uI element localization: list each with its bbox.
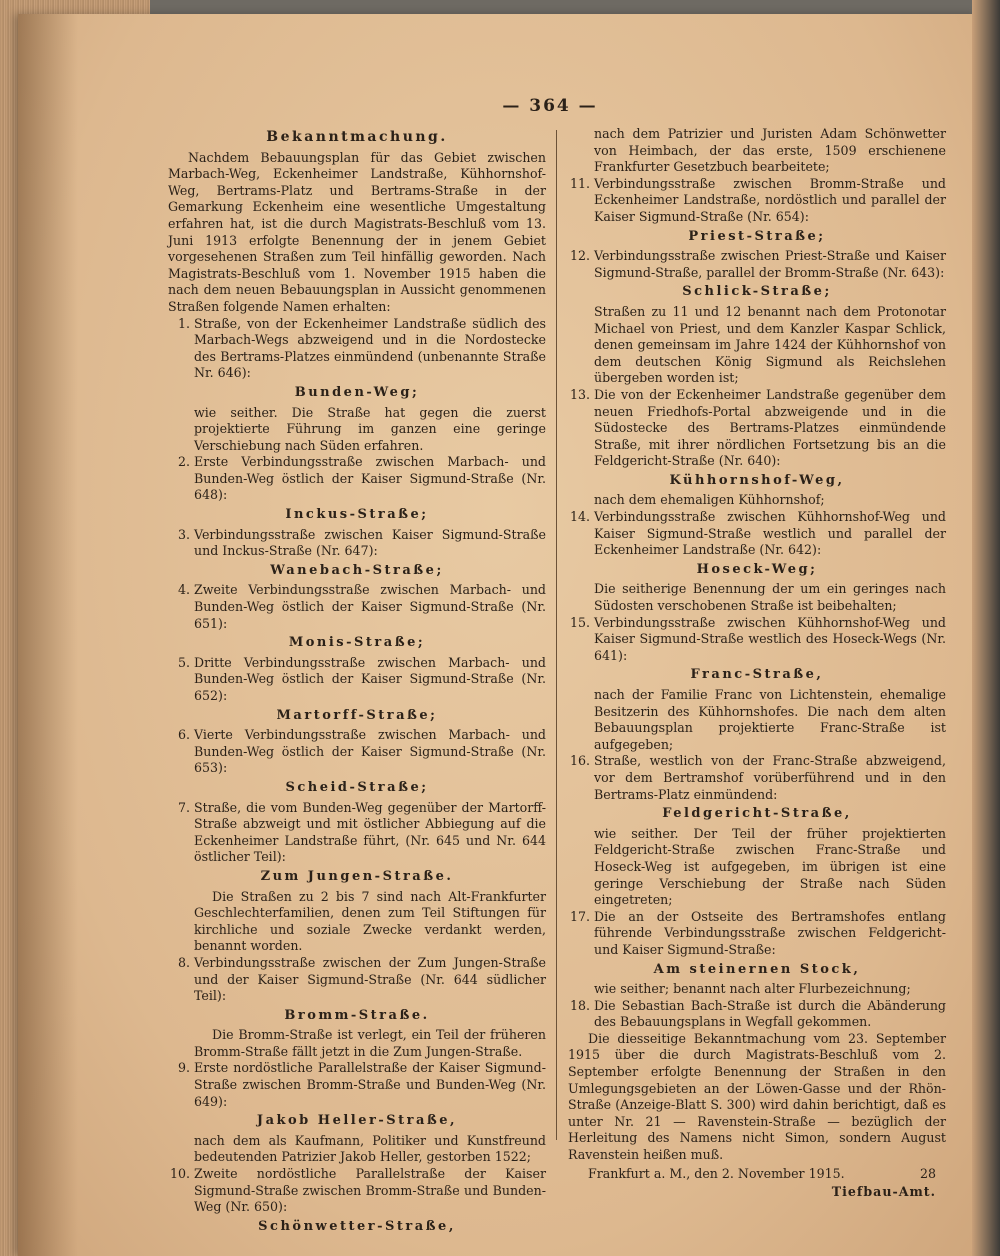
item-number: 6. bbox=[177, 727, 190, 743]
signature-line bbox=[568, 1166, 946, 1183]
item-text: Verbindungsstraße zwischen Kühhornshof-Weg und Kaiser Sigmund-Straße westlich und parallel der Eckenheimer Landstraße (Nr. 642): bbox=[594, 509, 946, 558]
item-number: 3. bbox=[177, 526, 190, 542]
item-number: 4. bbox=[177, 582, 190, 598]
item-number: 17. bbox=[570, 908, 591, 924]
street-name: Kühhornshof-Weg, bbox=[669, 472, 845, 488]
item-number: 15. bbox=[570, 614, 591, 630]
item-text: Straße, die vom Bunden-Weg gegenüber der Martorff-Straße abzweigt und mit östlicher Abbiegung auf die Eckenheimer Landstraße führt, (Nr. 645 und Nr. 644 östlicher Teil): bbox=[194, 799, 546, 865]
item-note: wie seither. Die Straße hat gegen die zuerst projektierte Führung im ganzen eine geringe Verschiebung nach Süden erfahren. bbox=[194, 404, 546, 453]
list-item bbox=[568, 176, 946, 226]
item-note: Straßen zu 11 und 12 benannt nach dem Protonotar Michael von Priest, und dem Kanzler Kaspar Schlick, denen gemeinsam im Jahre 1424 der Kühhornshof von dem deutschen König Sigmund als Reichslehen übergeben worden ist; bbox=[594, 303, 946, 386]
street-name: Wanebach-Straße; bbox=[270, 562, 444, 578]
item-number: 16. bbox=[570, 753, 591, 769]
gutter-shadow bbox=[18, 14, 78, 1256]
item-note: nach dem als Kaufmann, Politiker und Kunstfreund bedeutenden Patrizier Jakob Heller, gestorben 1522; bbox=[194, 1132, 546, 1165]
list-item bbox=[168, 955, 546, 1005]
list-item bbox=[568, 998, 946, 1031]
item-text: Erste nordöstliche Parallelstraße der Kaiser Sigmund-Straße zwischen Bromm-Straße und Bunden-Weg (Nr. 649): bbox=[194, 1060, 546, 1109]
item-note: nach der Familie Franc von Lichtenstein, ehemalige Besitzerin des Kühhornshofes. Die nach dem alten Bebauungsplan projektierte Franc-Straße ist aufgegeben; bbox=[594, 687, 946, 752]
item-text: Erste Verbindungsstraße zwischen Marbach- und Bunden-Weg östlich der Kaiser Sigmund-Straße (Nr. 648): bbox=[194, 454, 546, 503]
item-note: Die Bromm-Straße ist verlegt, ein Teil der früheren Bromm-Straße fällt jetzt in die Zum Jungen-Straße. bbox=[194, 1027, 546, 1059]
street-name: Scheid-Straße; bbox=[285, 779, 429, 795]
street-name: Schlick-Straße; bbox=[682, 284, 832, 300]
list-item bbox=[568, 909, 946, 959]
list-item bbox=[168, 527, 546, 560]
list-item bbox=[568, 509, 946, 559]
street-name: Feldgericht-Straße, bbox=[662, 806, 852, 822]
item-number: 12. bbox=[570, 248, 591, 264]
item-text: Dritte Verbindungsstraße zwischen Marbach- und Bunden-Weg östlich der Kaiser Sigmund-Straße (Nr. 652): bbox=[194, 654, 546, 703]
intro-paragraph: Nachdem Bebauungsplan für das Gebiet zwischen Marbach-Weg, Eckenheimer Landstraße, Kühhornshof-Weg, Bertrams-Platz und Bertrams-Straße in der Gemarkung Eckenheim eine wesentliche Umgestaltung erfahren hat, ist die durch Magistrats-Beschluß vom 13. Juni 1913 erfolgte Benennung der in jenem Gebiet vorgesehenen Straßen zum Teil hinfällig geworden. Nach Magistrats-Beschluß vom 1. November 1915 haben die nach dem neuen Bebauungsplan in Aussicht genommenen Straßen folgende Namen erhalten: bbox=[168, 149, 546, 314]
item-number: 1. bbox=[177, 315, 190, 331]
page-number: — 364 — bbox=[502, 96, 598, 116]
item-number: 18. bbox=[570, 997, 591, 1013]
item-note: Die seitherige Benennung der um ein geringes nach Südosten verschobenen Straße ist beibehalten; bbox=[594, 581, 946, 614]
list-item bbox=[568, 615, 946, 665]
list-item bbox=[568, 387, 946, 470]
item-text: Straße, westlich von der Franc-Straße abzweigend, vor dem Bertramshof vorüberführend und in den Bertrams-Platz einmündend: bbox=[594, 753, 946, 802]
list-item bbox=[168, 727, 546, 777]
item-number: 5. bbox=[177, 654, 190, 670]
street-name: Monis-Straße; bbox=[288, 635, 426, 651]
item-note: wie seither; benannt nach alter Flurbezeichnung; bbox=[594, 981, 911, 997]
closing-paragraph: Die diesseitige Bekanntmachung vom 23. September 1915 über die durch Magistrats-Beschluß vom 2. September erfolgte Benennung der Straßen in den Umlegungsgebieten an der Löwen-Gasse und der Rhön-Straße (Anzeige-Blatt S. 300) wird dahin berichtigt, daß es unter Nr. 21 — Ravenstein-Straße — bezüglich der Herleitung des Namens nicht Simon, sondern August Ravenstein heißen muß. bbox=[568, 1030, 946, 1163]
left-column bbox=[168, 126, 546, 1238]
item-note: Die Straßen zu 2 bis 7 sind nach Alt-Frankfurter Geschlechterfamilien, denen zum Teil Stiftungen für kirchliche und soziale Zwecke verdankt werden, benannt worden. bbox=[194, 888, 546, 954]
street-name: Bromm-Straße. bbox=[284, 1007, 430, 1023]
item-number: 14. bbox=[570, 509, 591, 525]
item-note: nach dem Patrizier und Juristen Adam Schönwetter von Heimbach, der das erste, 1509 erschienene Frankfurter Gesetzbuch bearbeitete; bbox=[594, 126, 946, 175]
page-code: 28 bbox=[919, 1165, 936, 1181]
item-text: Die von der Eckenheimer Landstraße gegenüber dem neuen Friedhofs-Portal abzweigende und in die Südostecke des Bertrams-Platzes einmündende Straße, mit ihrer nördlichen Fortsetzung bis an die Feldgericht-Straße (Nr. 640): bbox=[594, 386, 946, 469]
street-name: Inckus-Straße; bbox=[285, 507, 429, 523]
item-text: Vierte Verbindungsstraße zwischen Marbach- und Bunden-Weg östlich der Kaiser Sigmund-Straße (Nr. 653): bbox=[194, 727, 546, 776]
issuing-authority: Tiefbau-Amt. bbox=[831, 1184, 936, 1200]
street-name: Zum Jungen-Straße. bbox=[260, 868, 454, 884]
street-name: Bunden-Weg; bbox=[294, 384, 420, 400]
street-name: Franc-Straße, bbox=[690, 667, 824, 683]
item-text: Die Sebastian Bach-Straße ist durch die Abänderung des Bebauungsplans in Wegfall gekommen. bbox=[594, 997, 946, 1030]
item-text: Zweite nordöstliche Parallelstraße der Kaiser Sigmund-Straße zwischen Bromm-Straße und Bunden-Weg (Nr. 650): bbox=[194, 1166, 546, 1215]
item-number: 7. bbox=[177, 799, 190, 815]
list-item bbox=[168, 1166, 546, 1216]
item-number: 11. bbox=[570, 175, 591, 191]
list-item bbox=[168, 454, 546, 504]
right-edge-shadow bbox=[972, 0, 1000, 1256]
street-name: Priest-Straße; bbox=[688, 228, 826, 244]
street-name: Hoseck-Weg; bbox=[696, 561, 818, 577]
right-column bbox=[568, 126, 946, 1201]
item-text: Die an der Ostseite des Bertramshofes entlang führende Verbindungsstraße zwischen Feldgericht- und Kaiser Sigmund-Straße: bbox=[594, 908, 946, 957]
list-item bbox=[168, 1060, 546, 1110]
item-text: Straße, von der Eckenheimer Landstraße südlich des Marbach-Wegs abzweigend und in die Nordostecke des Bertrams-Platzes einmündend (unbenannte Straße Nr. 646): bbox=[194, 315, 546, 381]
column-divider bbox=[556, 130, 557, 1140]
item-text: Verbindungsstraße zwischen Kaiser Sigmund-Straße und Inckus-Straße (Nr. 647): bbox=[194, 526, 546, 559]
list-item bbox=[168, 655, 546, 705]
street-name: Jakob Heller-Straße, bbox=[256, 1113, 458, 1129]
item-number: 8. bbox=[177, 954, 190, 970]
item-text: Verbindungsstraße zwischen Kühhornshof-Weg und Kaiser Sigmund-Straße westlich des Hoseck-Wegs (Nr. 641): bbox=[594, 614, 946, 663]
list-item bbox=[568, 753, 946, 803]
place-date: Frankfurt a. M., den 2. November 1915. bbox=[588, 1165, 845, 1181]
item-text: Verbindungsstraße zwischen Bromm-Straße und Eckenheimer Landstraße, nordöstlich und parallel der Kaiser Sigmund-Straße (Nr. 654): bbox=[594, 175, 946, 224]
item-number: 13. bbox=[570, 386, 591, 402]
announcement-title: Bekanntmachung. bbox=[266, 129, 448, 145]
item-text: Verbindungsstraße zwischen der Zum Jungen-Straße und der Kaiser Sigmund-Straße (Nr. 644 südlicher Teil): bbox=[194, 954, 546, 1004]
item-text: Zweite Verbindungsstraße zwischen Marbach- und Bunden-Weg östlich der Kaiser Sigmund-Straße (Nr. 651): bbox=[194, 582, 546, 631]
item-note: nach dem ehemaligen Kühhornshof; bbox=[594, 492, 825, 508]
item-number: 9. bbox=[177, 1060, 190, 1076]
list-item bbox=[168, 582, 546, 632]
list-item bbox=[568, 248, 946, 281]
street-name: Schönwetter-Straße, bbox=[258, 1218, 456, 1234]
item-number: 2. bbox=[177, 454, 190, 470]
list-item bbox=[168, 800, 546, 866]
list-item bbox=[168, 316, 546, 382]
street-name: Am steinernen Stock, bbox=[653, 961, 861, 977]
item-text: Verbindungsstraße zwischen Priest-Straße und Kaiser Sigmund-Straße, parallel der Bromm-Straße (Nr. 643): bbox=[594, 248, 946, 280]
item-number: 10. bbox=[170, 1166, 191, 1182]
street-name: Martorff-Straße; bbox=[276, 707, 438, 723]
item-note: wie seither. Der Teil der früher projektierten Feldgericht-Straße zwischen Franc-Straße und Hoseck-Weg ist aufgegeben, im übrigen ist eine geringe Verschiebung der Straße nach Süden eingetreten; bbox=[594, 825, 946, 908]
